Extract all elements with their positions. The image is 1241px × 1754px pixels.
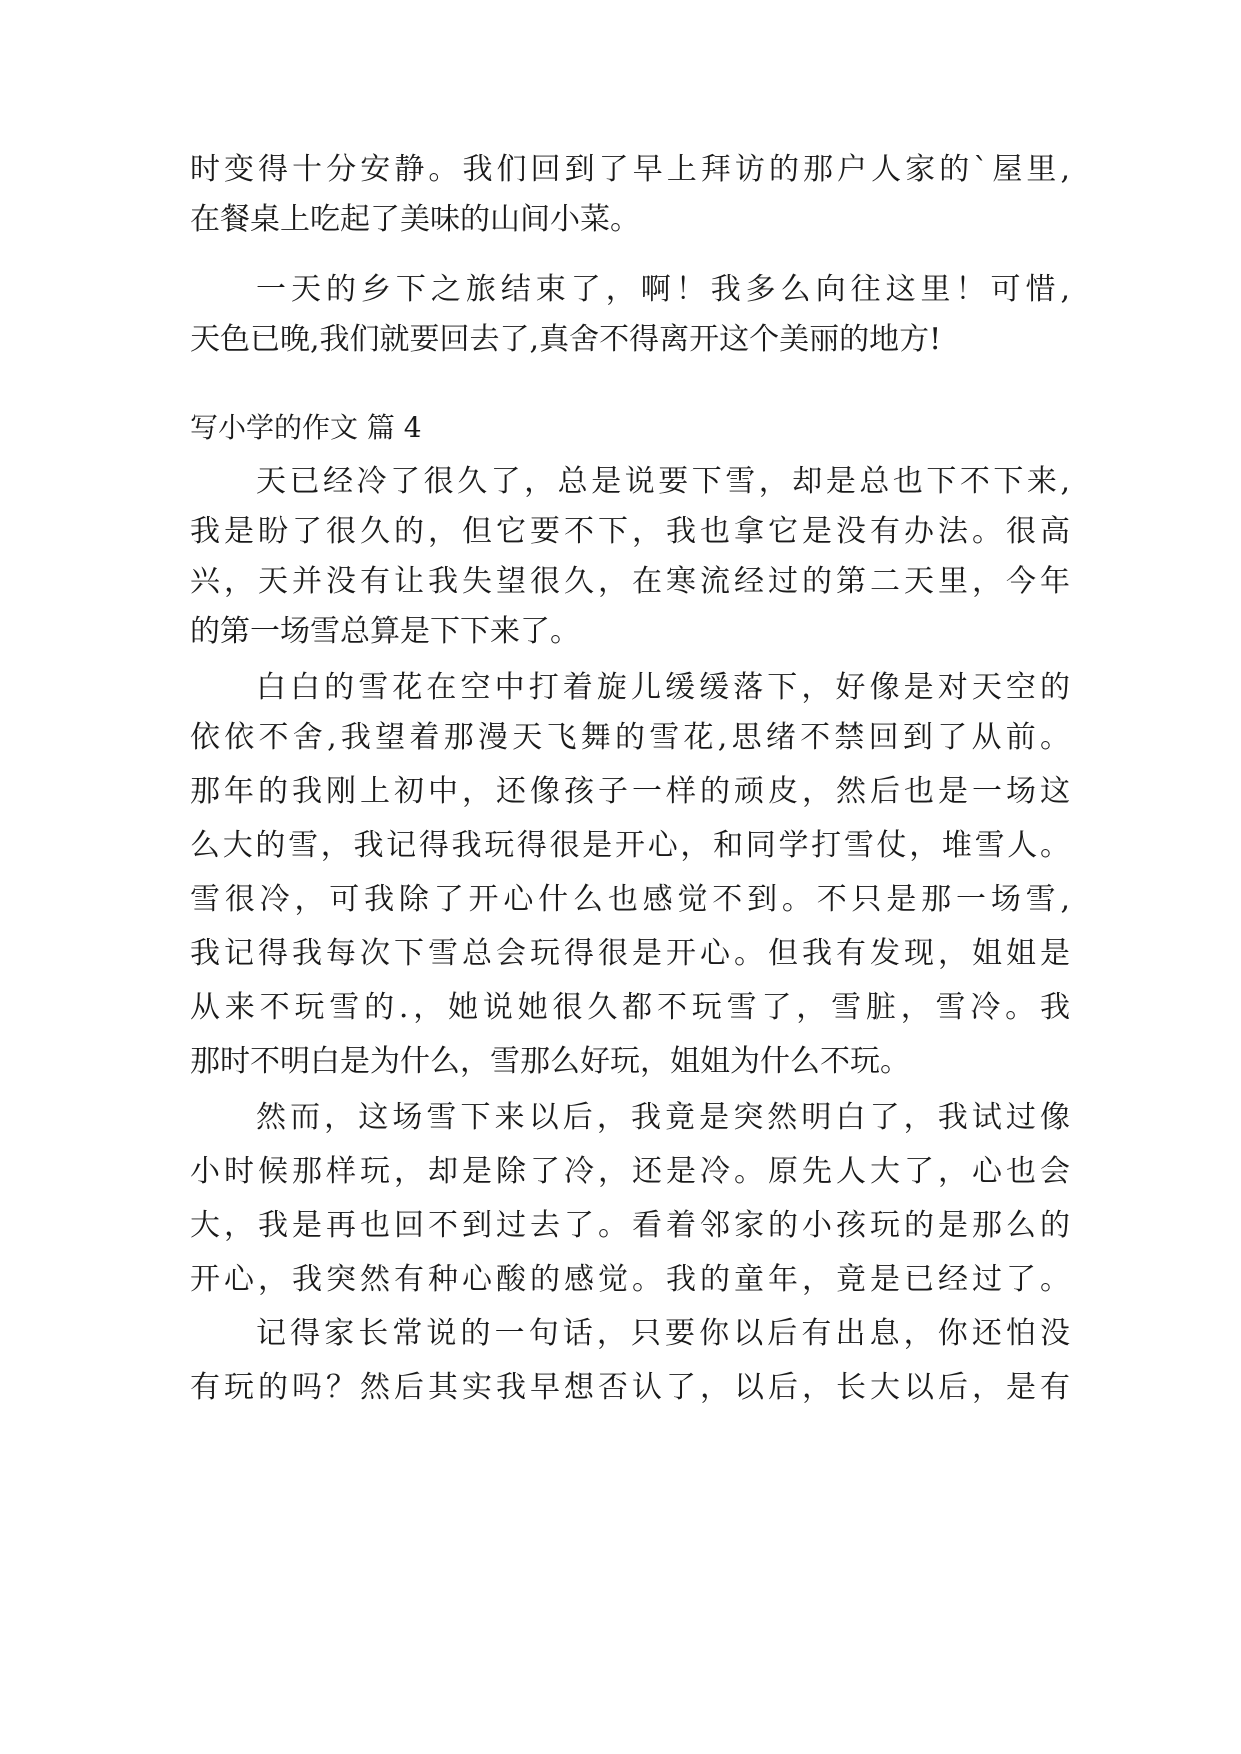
text-line: 然而，这场雪下来以后，我竟是突然明白了，我试过像 [256, 1100, 1070, 1135]
text-line: 依依不舍,我望着那漫天飞舞的雪花,思绪不禁回到了从前。 [190, 720, 1070, 755]
text-line: 兴，天并没有让我失望很久，在寒流经过的第二天里，今年 [190, 564, 1070, 599]
text-line: 天色已晚,我们就要回去了,真舍不得离开这个美丽的地方! [190, 322, 942, 357]
text-line: 么大的雪，我记得我玩得很是开心，和同学打雪仗，堆雪人。 [190, 828, 1070, 863]
text-line: 记得家长常说的一句话，只要你以后有出息，你还怕没 [256, 1316, 1070, 1351]
text-line: 白白的雪花在空中打着旋儿缓缓落下，好像是对天空的 [256, 670, 1070, 705]
text-line: 那时不明白是为什么，雪那么好玩，姐姐为什么不玩。 [190, 1044, 910, 1079]
text-line: 大，我是再也回不到过去了。看着邻家的小孩玩的是那么的 [190, 1208, 1070, 1243]
section-title: 写小学的作文 篇 4 [190, 411, 422, 444]
text-line: 我是盼了很久的，但它要不下，我也拿它是没有办法。很高 [190, 514, 1070, 549]
text-line: 天已经冷了很久了，总是说要下雪，却是总也下不下来, [256, 464, 1070, 499]
text-line: 我记得我每次下雪总会玩得很是开心。但我有发现，姐姐是 [190, 936, 1070, 971]
text-line: 一天的乡下之旅结束了，啊！我多么向往这里！可惜, [256, 272, 1070, 307]
text-line: 的第一场雪总算是下下来了。 [190, 614, 580, 649]
text-line: 从来不玩雪的.，她说她很久都不玩雪了，雪脏，雪冷。我 [190, 990, 1070, 1025]
text-line: 开心，我突然有种心酸的感觉。我的童年，竟是已经过了。 [190, 1262, 1070, 1297]
text-line: 小时候那样玩，却是除了冷，还是冷。原先人大了，心也会 [190, 1154, 1070, 1189]
text-line: 雪很冷，可我除了开心什么也感觉不到。不只是那一场雪, [190, 882, 1070, 917]
text-line: 有玩的吗？然后其实我早想否认了，以后，长大以后，是有 [190, 1370, 1070, 1405]
text-line: 那年的我刚上初中，还像孩子一样的顽皮，然后也是一场这 [190, 774, 1070, 809]
text-line: 时变得十分安静。我们回到了早上拜访的那户人家的`屋里, [190, 152, 1070, 187]
text-line: 在餐桌上吃起了美味的山间小菜。 [190, 202, 640, 237]
